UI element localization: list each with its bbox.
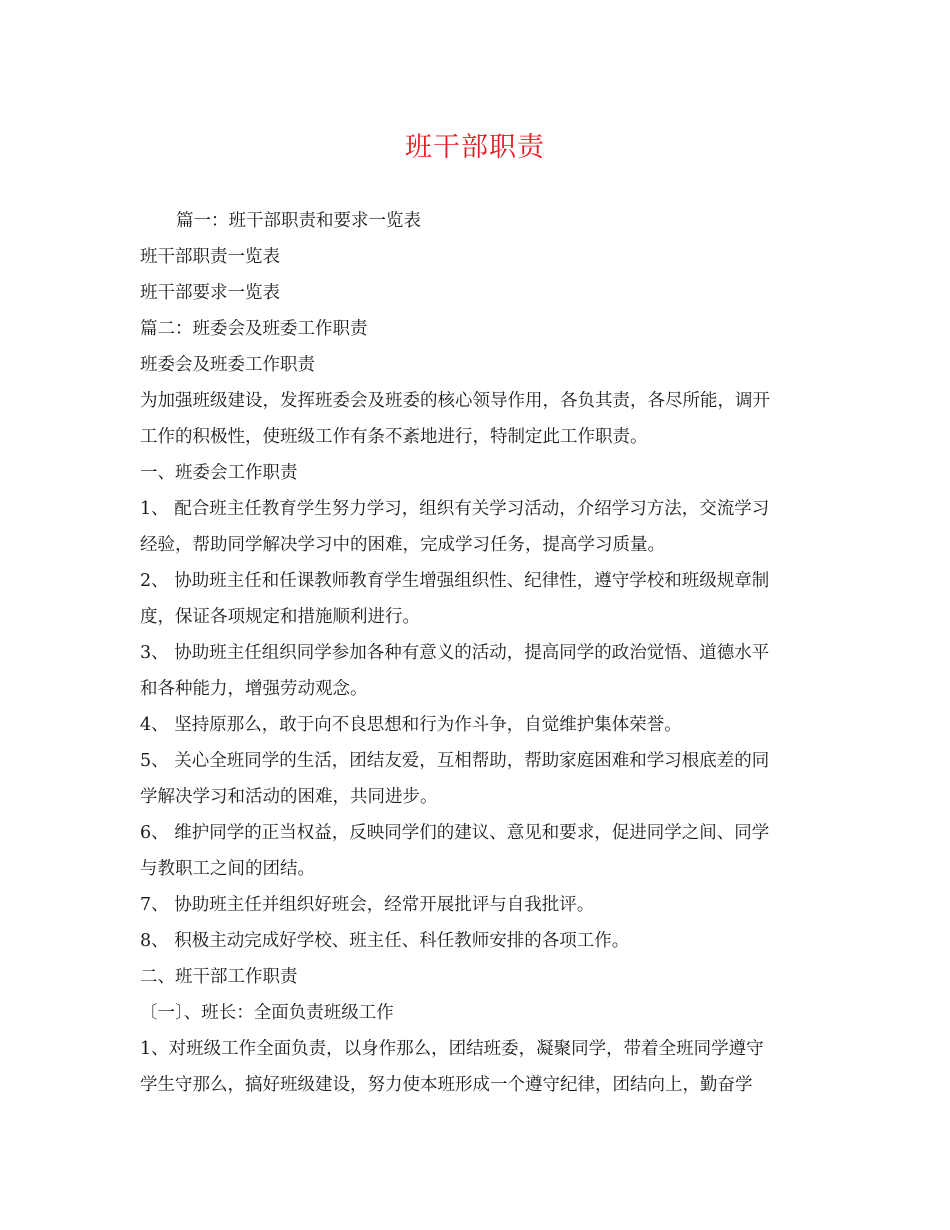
text-line: 班干部要求一览表 <box>140 283 280 303</box>
heading-part-one: 篇一：班干部职责和要求一览表 <box>176 211 421 231</box>
list-item: 8、 积极主动完成好学校、班主任、科任教师安排的各项工作。 <box>140 931 630 951</box>
list-item-continued: 经验，帮助同学解决学习中的困难，完成学习任务，提高学习质量。 <box>140 535 665 555</box>
list-item-continued: 和各种能力，增强劳动观念。 <box>140 679 368 699</box>
list-item: 1、 配合班主任教育学生努力学习，组织有关学习活动，介绍学习方法，交流学习 <box>140 499 770 519</box>
list-item: 3、 协助班主任组织同学参加各种有意义的活动，提高同学的政治觉悟、道德水平 <box>140 643 770 663</box>
text-line: 班委会及班委工作职责 <box>140 355 315 375</box>
list-item: 5、 关心全班同学的生活，团结友爱，互相帮助，帮助家庭困难和学习根底差的同 <box>140 751 770 771</box>
section-heading: 二、班干部工作职责 <box>140 967 298 987</box>
document-body <box>140 203 815 1103</box>
paragraph-line: 为加强班级建设，发挥班委会及班委的核心领导作用，各负其责，各尽所能，调开 <box>140 391 770 411</box>
list-item: 6、 维护同学的正当权益，反映同学们的建议、意见和要求，促进同学之间、同学 <box>140 823 770 843</box>
list-item-continued: 与教职工之间的团结。 <box>140 859 315 879</box>
list-item: 4、 坚持原那么，敢于向不良思想和行为作斗争，自觉维护集体荣誉。 <box>140 715 682 735</box>
document-title: 班干部职责 <box>405 132 545 163</box>
list-item: 1、对班级工作全面负责，以身作那么，团结班委，凝聚同学，带着全班同学遵守 <box>140 1039 764 1059</box>
list-item-continued: 学解决学习和活动的困难，共同进步。 <box>140 787 438 807</box>
list-item-continued: 度，保证各项规定和措施顺利进行。 <box>140 607 420 627</box>
list-item-continued: 学生守那么，搞好班级建设，努力使本班形成一个遵守纪律，团结向上，勤奋学 <box>140 1075 753 1095</box>
subsection-heading: 〔一〕、班长：全面负责班级工作 <box>140 1003 394 1023</box>
heading-part-two: 篇二：班委会及班委工作职责 <box>140 319 368 339</box>
paragraph-line: 工作的积极性，使班级工作有条不紊地进行，特制定此工作职责。 <box>140 427 648 447</box>
section-heading: 一、班委会工作职责 <box>140 463 298 483</box>
list-item: 2、 协助班主任和任课教师教育学生增强组织性、纪律性，遵守学校和班级规章制 <box>140 571 770 591</box>
text-line: 班干部职责一览表 <box>140 247 280 267</box>
list-item: 7、 协助班主任并组织好班会，经常开展批评与自我批评。 <box>140 895 595 915</box>
